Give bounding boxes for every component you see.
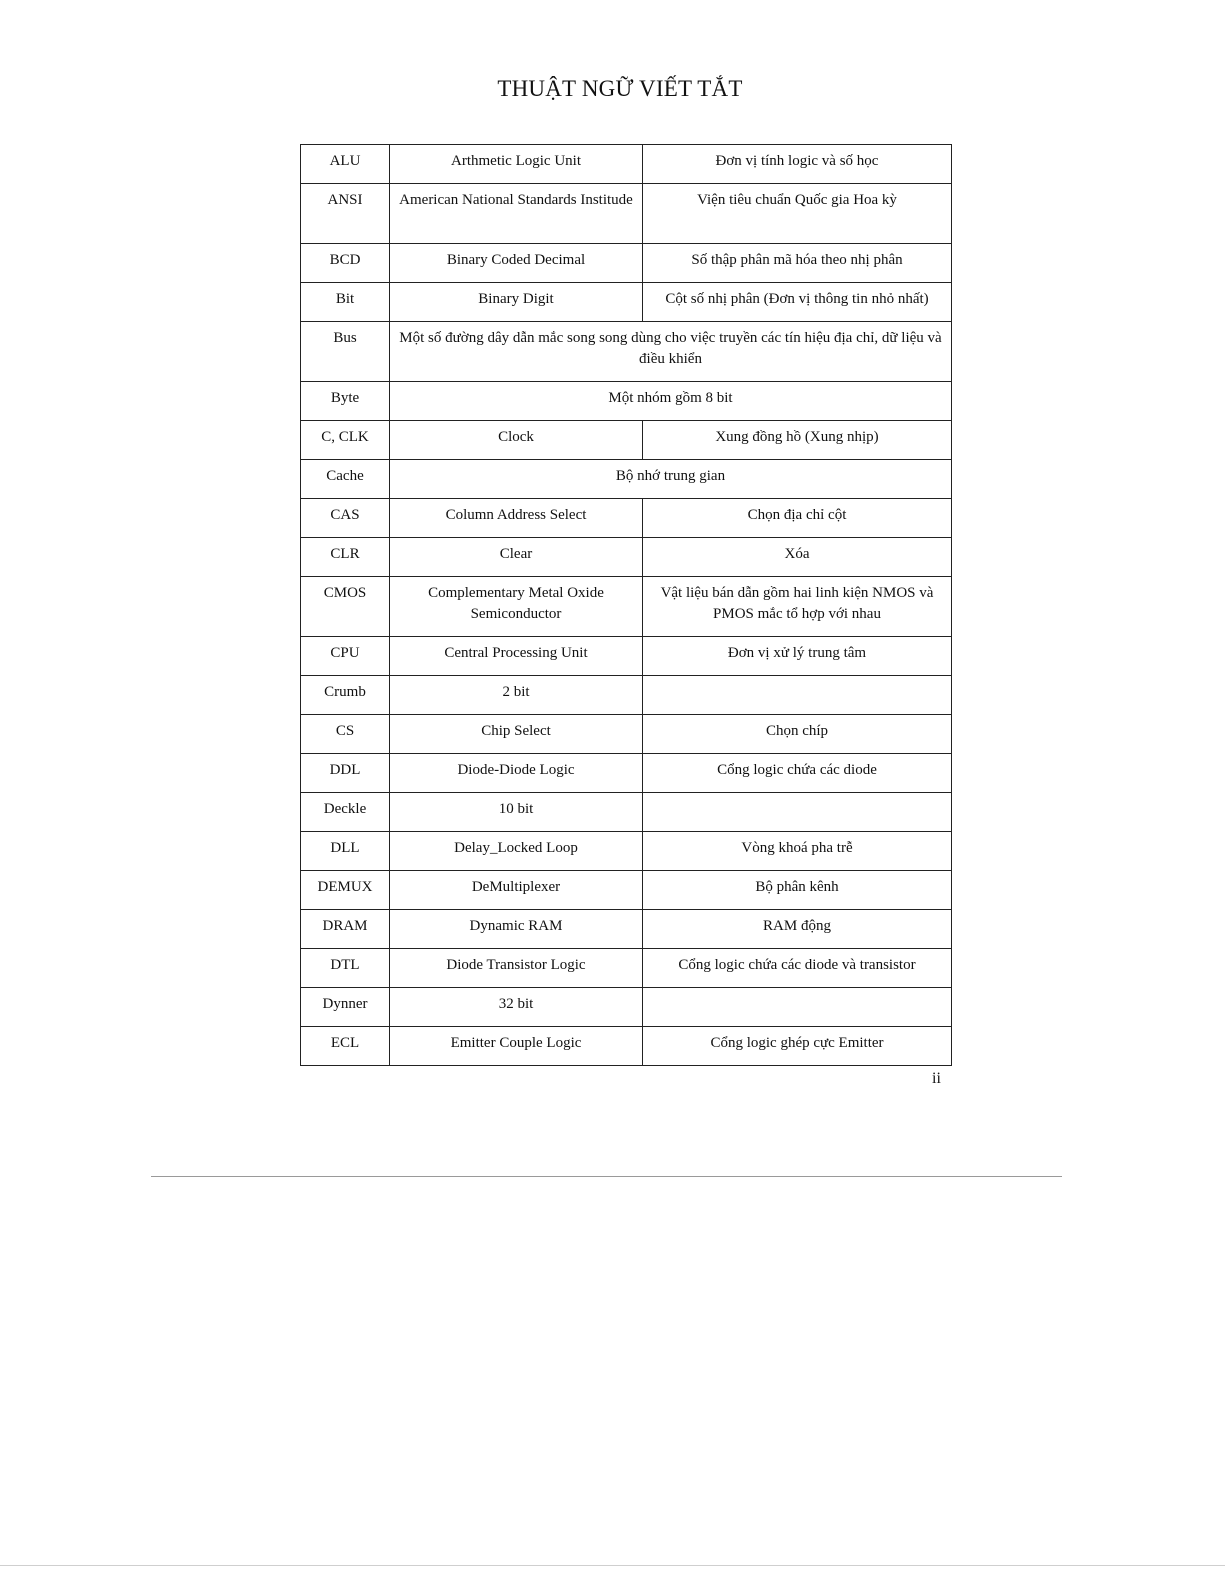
meaning-cell: Cổng logic chứa các diode và transistor xyxy=(643,949,952,988)
full-term-cell: Dynamic RAM xyxy=(390,910,643,949)
abbr-cell: Crumb xyxy=(301,676,390,715)
table-row xyxy=(301,184,952,244)
table-row xyxy=(301,421,952,460)
full-term-cell: Column Address Select xyxy=(390,499,643,538)
meaning-cell: Bộ phân kênh xyxy=(643,871,952,910)
abbr-cell: BCD xyxy=(301,244,390,283)
page-title: THUẬT NGỮ VIẾT TẮT xyxy=(497,76,743,101)
abbr-cell: DDL xyxy=(301,754,390,793)
abbr-cell: CS xyxy=(301,715,390,754)
meaning-cell: Cổng logic chứa các diode xyxy=(643,754,952,793)
table-row xyxy=(301,676,952,715)
merged-definition-cell: Một nhóm gồm 8 bit xyxy=(390,382,952,421)
full-term-cell: Chip Select xyxy=(390,715,643,754)
abbr-cell: ECL xyxy=(301,1027,390,1066)
table-row xyxy=(301,538,952,577)
abbr-cell: ANSI xyxy=(301,184,390,244)
meaning-cell: Cổng logic ghép cực Emitter xyxy=(643,1027,952,1066)
abbr-cell: C, CLK xyxy=(301,421,390,460)
abbr-cell: Byte xyxy=(301,382,390,421)
abbr-cell: CLR xyxy=(301,538,390,577)
table-row xyxy=(301,145,952,184)
table-row xyxy=(301,577,952,637)
full-term-cell: American National Standards Institude xyxy=(390,184,643,244)
meaning-cell: Chọn địa chỉ cột xyxy=(643,499,952,538)
meaning-cell: RAM động xyxy=(643,910,952,949)
merged-definition-cell: Bộ nhớ trung gian xyxy=(390,460,952,499)
table-row xyxy=(301,832,952,871)
abbr-cell: Bit xyxy=(301,283,390,322)
table-row xyxy=(301,499,952,538)
abbr-cell: Deckle xyxy=(301,793,390,832)
page-number: ii xyxy=(932,1070,941,1087)
table-row xyxy=(301,382,952,421)
table-row xyxy=(301,460,952,499)
meaning-cell: Số thập phân mã hóa theo nhị phân xyxy=(643,244,952,283)
abbr-cell: CPU xyxy=(301,637,390,676)
full-term-cell: 2 bit xyxy=(390,676,643,715)
full-term-cell: Central Processing Unit xyxy=(390,637,643,676)
meaning-cell: Xóa xyxy=(643,538,952,577)
full-term-cell: 32 bit xyxy=(390,988,643,1027)
abbr-cell: Dynner xyxy=(301,988,390,1027)
abbr-cell: CMOS xyxy=(301,577,390,637)
table-row xyxy=(301,637,952,676)
table-row xyxy=(301,793,952,832)
meaning-cell: Đơn vị xử lý trung tâm xyxy=(643,637,952,676)
meaning-cell: Viện tiêu chuẩn Quốc gia Hoa kỳ xyxy=(643,184,952,244)
abbr-cell: Cache xyxy=(301,460,390,499)
table-row xyxy=(301,244,952,283)
meaning-cell xyxy=(643,793,952,832)
abbr-cell: ALU xyxy=(301,145,390,184)
abbr-cell: DRAM xyxy=(301,910,390,949)
full-term-cell: Emitter Couple Logic xyxy=(390,1027,643,1066)
table-row xyxy=(301,988,952,1027)
full-term-cell: Arthmetic Logic Unit xyxy=(390,145,643,184)
bottom-divider xyxy=(0,1565,1225,1566)
table-row xyxy=(301,1027,952,1066)
meaning-cell: Vật liệu bán dẫn gồm hai linh kiện NMOS và PMOS mắc tổ hợp với nhau xyxy=(643,577,952,637)
full-term-cell: Diode Transistor Logic xyxy=(390,949,643,988)
meaning-cell: Chọn chíp xyxy=(643,715,952,754)
full-term-cell: Clock xyxy=(390,421,643,460)
meaning-cell: Đơn vị tính logic và số học xyxy=(643,145,952,184)
full-term-cell: 10 bit xyxy=(390,793,643,832)
table-row xyxy=(301,715,952,754)
full-term-cell: DeMultiplexer xyxy=(390,871,643,910)
abbreviation-table xyxy=(300,144,952,1066)
table-row xyxy=(301,283,952,322)
meaning-cell: Cột số nhị phân (Đơn vị thông tin nhỏ nhất) xyxy=(643,283,952,322)
meaning-cell: Xung đồng hồ (Xung nhịp) xyxy=(643,421,952,460)
abbr-cell: Bus xyxy=(301,322,390,382)
table-row xyxy=(301,322,952,382)
page-break-divider xyxy=(151,1176,1062,1177)
full-term-cell: Clear xyxy=(390,538,643,577)
abbr-cell: DTL xyxy=(301,949,390,988)
full-term-cell: Binary Coded Decimal xyxy=(390,244,643,283)
table-row xyxy=(301,910,952,949)
full-term-cell: Delay_Locked Loop xyxy=(390,832,643,871)
table-row xyxy=(301,871,952,910)
merged-definition-cell: Một số đường dây dẫn mắc song song dùng cho việc truyền các tín hiệu địa chỉ, dữ liệu và điều khiển xyxy=(390,322,952,382)
table-row xyxy=(301,949,952,988)
meaning-cell xyxy=(643,676,952,715)
full-term-cell: Diode-Diode Logic xyxy=(390,754,643,793)
abbr-cell: DEMUX xyxy=(301,871,390,910)
full-term-cell: Complementary Metal Oxide Semiconductor xyxy=(390,577,643,637)
abbr-cell: DLL xyxy=(301,832,390,871)
full-term-cell: Binary Digit xyxy=(390,283,643,322)
meaning-cell: Vòng khoá pha trễ xyxy=(643,832,952,871)
table-row xyxy=(301,754,952,793)
abbr-cell: CAS xyxy=(301,499,390,538)
meaning-cell xyxy=(643,988,952,1027)
